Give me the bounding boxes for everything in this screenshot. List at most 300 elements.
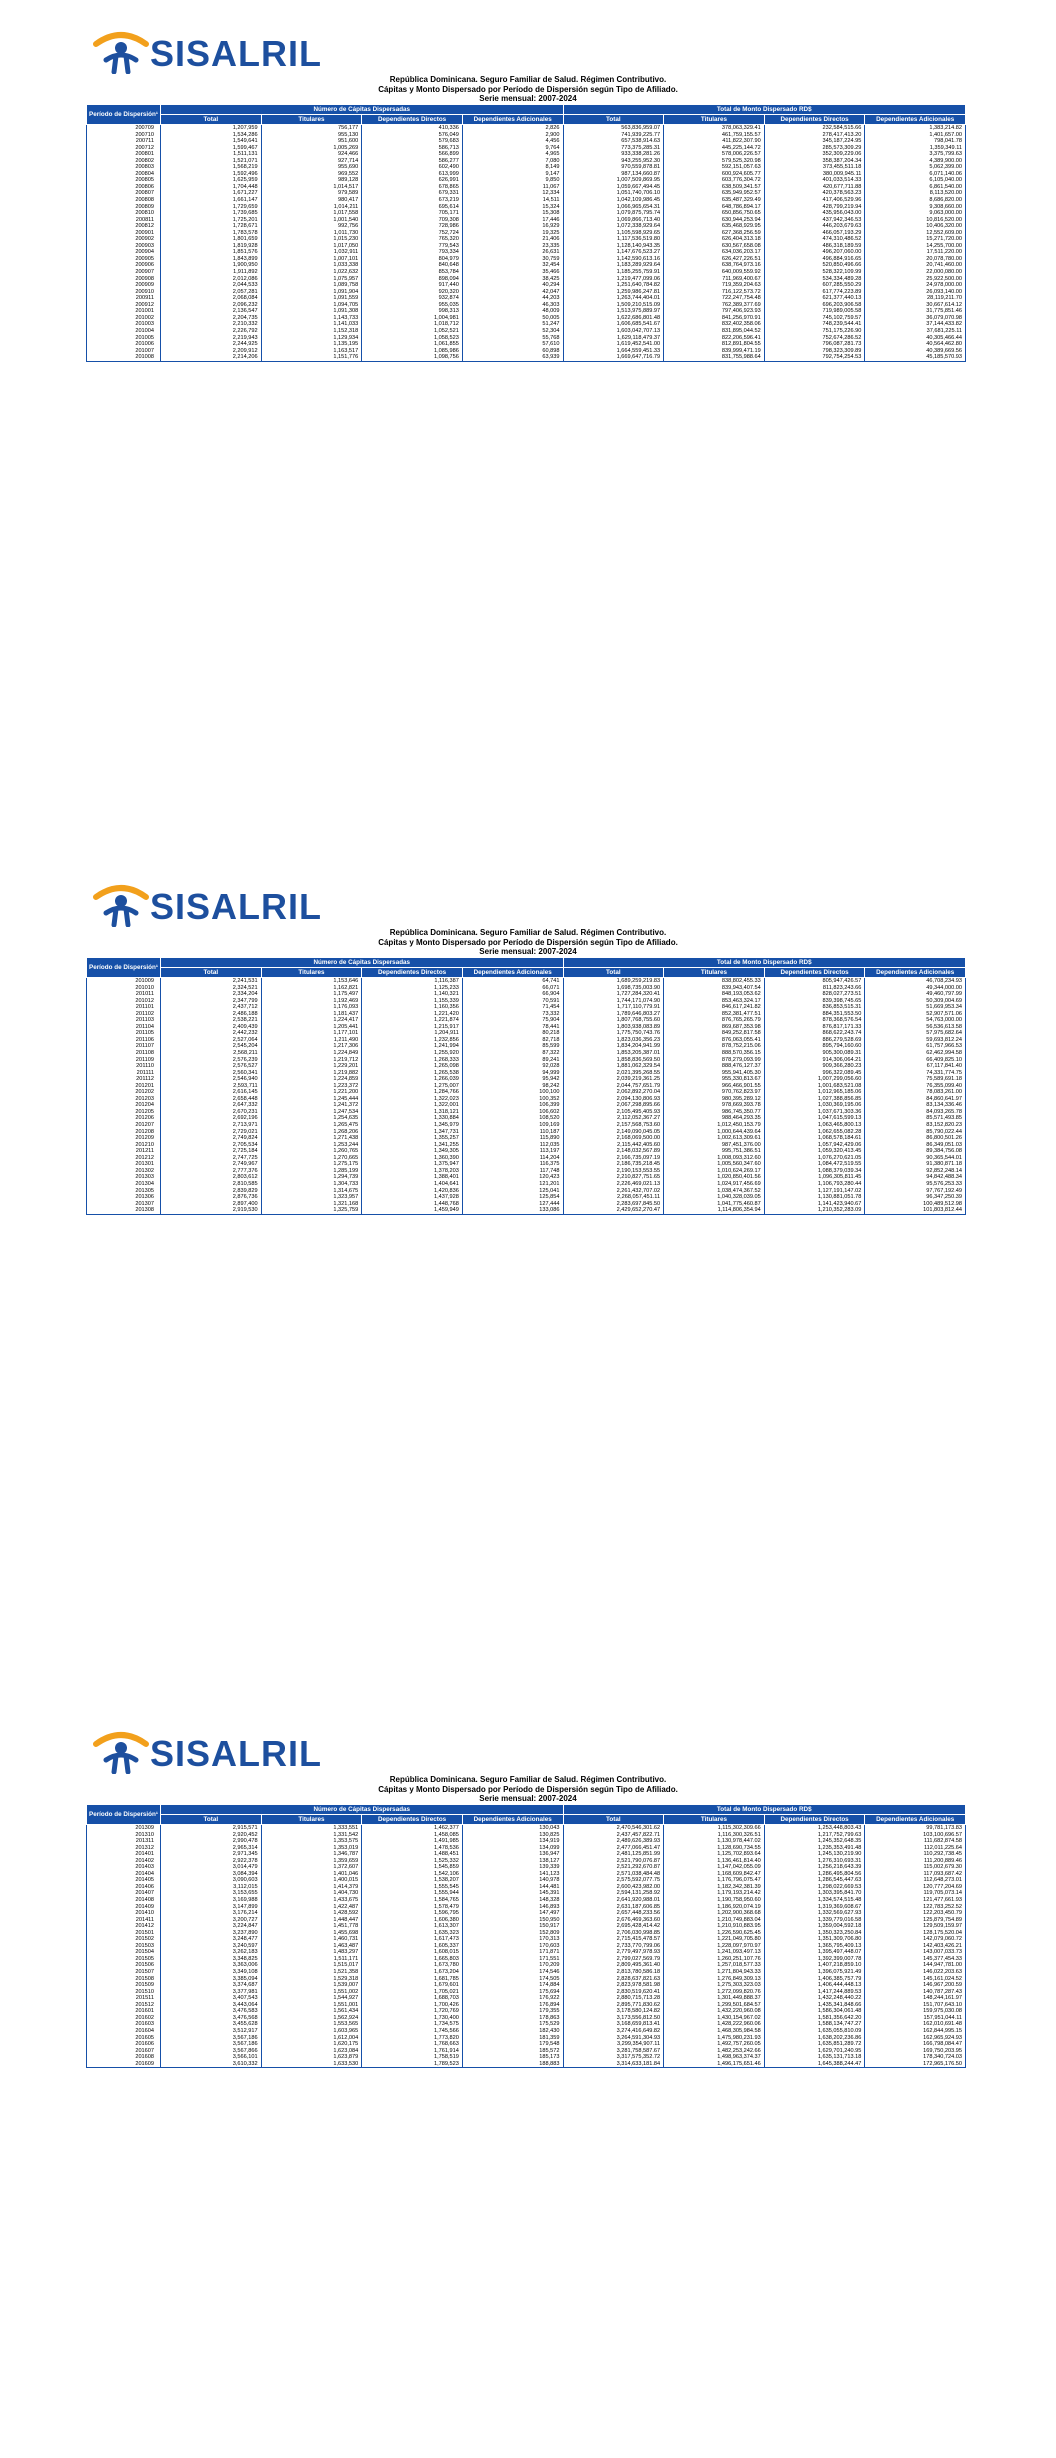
table-cell: 201407: [87, 1890, 161, 1897]
table-cell: 1,038,474,367.52: [664, 1188, 765, 1195]
table-cell: 110,187: [462, 1129, 563, 1136]
table-cell: 2,568,211: [161, 1050, 262, 1057]
table-cell: 1,229,201: [261, 1063, 362, 1070]
table-cell: 579,683: [362, 138, 463, 145]
table-cell: 1,744,171,074.90: [563, 998, 664, 1005]
table-cell: 1,088,379,039.34: [764, 1168, 865, 1175]
table-cell: 92,028: [462, 1063, 563, 1070]
table-cell: 15,271,720.00: [865, 236, 966, 243]
table-cell: 446,203,679.63: [764, 223, 865, 230]
table-cell: 1,401,657.00: [865, 132, 966, 139]
table-cell: 1,392,399,007.78: [764, 1956, 865, 1963]
table-cell: 201507: [87, 1969, 161, 1976]
table-cell: 1,761,914: [362, 2048, 463, 2055]
table-cell: 765,320: [362, 236, 463, 243]
table-cell: 120,423: [462, 1174, 563, 1181]
table-cell: 1,152,318: [261, 328, 362, 335]
table-cell: 201006: [87, 341, 161, 348]
table-cell: 2,647,332: [161, 1102, 262, 1109]
table-cell: 20,741,460.00: [865, 262, 966, 269]
table-cell: 87,322: [462, 1050, 563, 1057]
table-cell: 943,255,952.30: [563, 158, 664, 165]
table-cell: 94,842,488.34: [865, 1174, 966, 1181]
table-cell: 146,893: [462, 1904, 563, 1911]
table-cell: 30,667,614.12: [865, 302, 966, 309]
table-cell: 1,803,938,083.89: [563, 1024, 664, 1031]
table-cell: 1,775,750,743.76: [563, 1030, 664, 1037]
table-cell: 85,790,022.44: [865, 1129, 966, 1136]
table-cell: 1,339,779,016.58: [764, 1917, 865, 1924]
table-cell: 1,475,980,231.93: [664, 2035, 765, 2042]
table-cell: 2,576,527: [161, 1063, 262, 1070]
table-cell: 1,210,749,883.04: [664, 1917, 765, 1924]
table-cell: 1,661,147: [161, 197, 262, 204]
table-cell: 1,359,349.11: [865, 145, 966, 152]
table-cell: 2,695,428,414.42: [563, 1923, 664, 1930]
table-cell: 201409: [87, 1904, 161, 1911]
table-cell: 3,314,633,181.84: [563, 2061, 664, 2068]
table-cell: 2,186,735,218.45: [563, 1161, 664, 1168]
table-cell: 970,762,823.97: [664, 1089, 765, 1096]
table-cell: 1,294,739: [261, 1174, 362, 1181]
table-cell: 1,437,928: [362, 1194, 463, 1201]
table-cell: 201308: [87, 1207, 161, 1214]
table-cell: 762,389,377.69: [664, 302, 765, 309]
table-cell: 201110: [87, 1063, 161, 1070]
table-cell: 1,260,765: [261, 1148, 362, 1155]
table-cell: 1,555,944: [362, 1890, 463, 1897]
table-cell: 201008: [87, 354, 161, 361]
table-cell: 201607: [87, 2048, 161, 2055]
table-cell: 101,803,812.44: [865, 1207, 966, 1214]
table-cell: 85,571,493.85: [865, 1115, 966, 1122]
table-cell: 10,816,520.00: [865, 217, 966, 224]
table-cell: 1,404,641: [362, 1181, 463, 1188]
logo-text: SISALRIL: [150, 33, 323, 74]
table-cell: 201106: [87, 1037, 161, 1044]
table-cell: 1,353,575: [261, 1838, 362, 1845]
table-cell: 849,252,817.58: [664, 1030, 765, 1037]
table-cell: 373,455,511.18: [764, 164, 865, 171]
table-cell: 1,020,850,401.56: [664, 1174, 765, 1181]
table-cell: 142,403,426.21: [865, 1943, 966, 1950]
table-cell: 1,141,423,940.67: [764, 1201, 865, 1208]
table-cell: 1,881,062,329.54: [563, 1063, 664, 1070]
table-cell: 115,002,679.30: [865, 1864, 966, 1871]
table-cell: 201412: [87, 1923, 161, 1930]
table-cell: 15,308: [462, 210, 563, 217]
table-cell: 1,603,042,707.13: [563, 328, 664, 335]
table-cell: 1,739,685: [161, 210, 262, 217]
table-cell: 1,183,289,929.64: [563, 262, 664, 269]
table-cell: 125,854: [462, 1194, 563, 1201]
table-cell: 201601: [87, 2008, 161, 2015]
table-cell: 378,063,329.41: [664, 125, 765, 132]
table-cell: 917,440: [362, 282, 463, 289]
table-cell: 201101: [87, 1004, 161, 1011]
table-cell: 1,538,207: [362, 1877, 463, 1884]
table-cell: 3,374,687: [161, 1982, 262, 1989]
table-cell: 1,321,168: [261, 1201, 362, 1208]
table-cell: 1,498,963,374.37: [664, 2054, 765, 2061]
table-cell: 82,718: [462, 1037, 563, 1044]
table-cell: 201207: [87, 1122, 161, 1129]
table-cell: 100,489,512.98: [865, 1201, 966, 1208]
table-cell: 1,404,730: [261, 1890, 362, 1897]
table-cell: 2,521,790,076.87: [563, 1858, 664, 1865]
table-cell: 1,720,769: [362, 2008, 463, 2015]
logo-text: SISALRIL: [150, 1733, 323, 1774]
table-cell: 1,482,253,242.66: [664, 2048, 765, 2055]
table-cell: 1,491,985: [362, 1838, 463, 1845]
table-cell: 876,765,265.79: [664, 1017, 765, 1024]
table-cell: 200808: [87, 197, 161, 204]
table-cell: 1,334,574,515.48: [764, 1897, 865, 1904]
table-cell: 1,330,884: [362, 1115, 463, 1122]
table-cell: 20,078,780.00: [865, 256, 966, 263]
table-cell: 1,555,545: [362, 1884, 463, 1891]
table-cell: 75,589,691.18: [865, 1076, 966, 1083]
table-cell: 445,225,144.72: [664, 145, 765, 152]
table-cell: 1,635,055,810.09: [764, 2028, 865, 2035]
table-cell: 1,047,615,599.13: [764, 1115, 865, 1122]
table-cell: 2,012,086: [161, 276, 262, 283]
table-cell: 200804: [87, 171, 161, 178]
table-cell: 1,263,744,404.01: [563, 295, 664, 302]
table-cell: 1,513,975,889.97: [563, 308, 664, 315]
table-cell: 2,437,457,822.71: [563, 1832, 664, 1839]
table-cell: 1,638,202,236.86: [764, 2035, 865, 2042]
table-cell: 2,481,125,851.99: [563, 1851, 664, 1858]
table-cell: 2,437,712: [161, 1004, 262, 1011]
table-cell: 1,254,635: [261, 1115, 362, 1122]
table-cell: 1,542,106: [362, 1871, 463, 1878]
table-cell: 86,349,051.03: [865, 1142, 966, 1149]
table-cell: 162,010,691.48: [865, 2021, 966, 2028]
table-cell: 40,305,466.44: [865, 335, 966, 342]
table-cell: 1,463,487: [261, 1943, 362, 1950]
table-cell: 127,444: [462, 1201, 563, 1208]
table-cell: 1,007,299,056.60: [764, 1076, 865, 1083]
table-cell: 1,529,318: [261, 1976, 362, 1983]
table-cell: 2,136,547: [161, 308, 262, 315]
table-cell: 1,221,049,705.80: [664, 1936, 765, 1943]
table-cell: 1,114,806,354.94: [664, 1207, 765, 1214]
table-cell: 1,151,776: [261, 354, 362, 361]
table-row: [87, 978, 966, 985]
table-cell: 2,830,519,620.41: [563, 1989, 664, 1996]
table-cell: 12,334: [462, 190, 563, 197]
table-cell: 1,521,358: [261, 1969, 362, 1976]
table-cell: 2,149,090,045.05: [563, 1129, 664, 1136]
table-cell: 798,323,309.89: [764, 348, 865, 355]
col-header-dep-directos: Dependientes Directos: [764, 1815, 865, 1825]
table-cell: 59,693,812.24: [865, 1037, 966, 1044]
table-cell: 200810: [87, 210, 161, 217]
table-cell: 3,317,575,352.72: [563, 2054, 664, 2061]
table-cell: 1,346,787: [261, 1851, 362, 1858]
table-cell: 2,705,534: [161, 1142, 262, 1149]
table-cell: 428,799,219.94: [764, 204, 865, 211]
col-header-period: Período de Dispersión¹: [87, 1805, 161, 1825]
table-cell: 796,087,281.73: [764, 341, 865, 348]
sisalril-logo: [92, 30, 323, 74]
table-cell: 201301: [87, 1161, 161, 1168]
table-cell: 1,052,521: [362, 328, 463, 335]
table-cell: 435,956,043.00: [764, 210, 865, 217]
table-cell: 1,768,663: [362, 2041, 463, 2048]
table-cell: 955,330,813.67: [664, 1076, 765, 1083]
table-cell: 2,920,452: [161, 1832, 262, 1839]
table-cell: 1,284,766: [362, 1089, 463, 1096]
table-cell: 140,978: [462, 1877, 563, 1884]
table-cell: 3,224,847: [161, 1923, 262, 1930]
table-cell: 3,262,183: [161, 1949, 262, 1956]
col-header-dep-directos: Dependientes Directos: [362, 115, 463, 125]
table-cell: 1,117,536,519.80: [563, 236, 664, 243]
table-cell: 1,059,667,494.45: [563, 184, 664, 191]
table-cell: 848,193,053.62: [664, 991, 765, 998]
table-cell: 117,093,687.42: [865, 1871, 966, 1878]
table-cell: 1,596,795: [362, 1910, 463, 1917]
table-cell: 1,215,917: [362, 1024, 463, 1031]
table-cell: 1,430,154,967.02: [664, 2015, 765, 2022]
table-cell: 2,477,066,451.47: [563, 1845, 664, 1852]
table-cell: 3,348,825: [161, 1956, 262, 1963]
table-cell: 1,275,175: [261, 1161, 362, 1168]
table-cell: 696,203,906.58: [764, 302, 865, 309]
table-cell: 996,322,089.45: [764, 1070, 865, 1077]
table-cell: 1,365,795,409.13: [764, 1943, 865, 1950]
table-cell: 2,470,546,301.62: [563, 1825, 664, 1832]
table-cell: 886,279,528.69: [764, 1037, 865, 1044]
table-cell: 995,751,386.51: [664, 1148, 765, 1155]
table-cell: 1,130,881,051.78: [764, 1194, 865, 1201]
col-header-titulares: Titulares: [261, 115, 362, 125]
table-cell: 932,874: [362, 295, 463, 302]
table-cell: 1,625,959: [161, 177, 262, 184]
table-cell: 2,803,612: [161, 1174, 262, 1181]
table-cell: 411,822,307.90: [664, 138, 765, 145]
table-cell: 1,210,910,883.95: [664, 1923, 765, 1930]
table-cell: 201406: [87, 1884, 161, 1891]
table-cell: 3,385,094: [161, 1976, 262, 1983]
table-cell: 1,623,879: [261, 2054, 362, 2061]
table-cell: 1,221,420: [362, 1011, 463, 1018]
table-cell: 1,010,624,269.17: [664, 1168, 765, 1175]
table-cell: 121,201: [462, 1181, 563, 1188]
table-cell: 1,245,352,648.35: [764, 1838, 865, 1845]
table-row: [87, 1825, 966, 1832]
table-cell: 1,853,205,387.01: [563, 1050, 664, 1057]
table-cell: 46,708,234.93: [865, 978, 966, 985]
table-cell: 417,406,529.96: [764, 197, 865, 204]
table-cell: 1,304,733: [261, 1181, 362, 1188]
table-cell: 1,059,320,413.45: [764, 1148, 865, 1155]
sisalril-logo: [92, 1730, 323, 1774]
table-row: [87, 2061, 966, 2068]
table-cell: 1,257,018,577.33: [664, 1962, 765, 1969]
table-cell: 846,617,241.82: [664, 1004, 765, 1011]
table-cell: 1,185,255,759.91: [563, 269, 664, 276]
table-cell: 1,040,328,039.05: [664, 1194, 765, 1201]
table-cell: 673,219: [362, 197, 463, 204]
table-cell: 201109: [87, 1057, 161, 1064]
table-cell: 1,147,676,523.27: [563, 249, 664, 256]
table-cell: 1,679,601: [362, 1982, 463, 1989]
table-cell: 25,922,500.00: [865, 276, 966, 283]
table-cell: 1,017,558: [261, 210, 362, 217]
table-cell: 60,898: [462, 348, 563, 355]
table-cell: 91,380,871.18: [865, 1161, 966, 1168]
table-cell: 201001: [87, 308, 161, 315]
table-cell: 6,071,140.06: [865, 171, 966, 178]
table-cell: 1,319,369,608.67: [764, 1904, 865, 1911]
table-cell: 201007: [87, 348, 161, 355]
table-cell: 852,381,477.51: [664, 1011, 765, 1018]
table-cell: 201401: [87, 1851, 161, 1858]
table-cell: 2,715,415,478.57: [563, 1936, 664, 1943]
table-cell: 1,511,131: [161, 151, 262, 158]
table-cell: 878,752,215.06: [664, 1043, 765, 1050]
table-cell: 201011: [87, 991, 161, 998]
table-cell: 980,417: [261, 197, 362, 204]
table-cell: 201605: [87, 2035, 161, 2042]
table-cell: 1,069,866,713.40: [563, 217, 664, 224]
table-row: [87, 125, 966, 132]
table-cell: 1,322,001: [362, 1102, 463, 1109]
table-cell: 1,012,965,185.06: [764, 1089, 865, 1096]
table-cell: 1,318,121: [362, 1109, 463, 1116]
table-cell: 1,128,140,943.35: [563, 243, 664, 250]
table-cell: 159,975,030.08: [865, 2008, 966, 2015]
table-cell: 162,965,924.93: [865, 2035, 966, 2042]
data-table: [86, 1804, 966, 2068]
table-cell: 78,083,261.00: [865, 1089, 966, 1096]
table-cell: 278,417,413.20: [764, 132, 865, 139]
table-cell: 1,400,015: [261, 1877, 362, 1884]
table-cell: 2,965,314: [161, 1845, 262, 1852]
table-cell: 1,091,559: [261, 295, 362, 302]
table-cell: 741,939,225.77: [563, 132, 664, 139]
table-cell: 99,781,173.83: [865, 1825, 966, 1832]
table-cell: 1,758,519: [362, 2054, 463, 2061]
table-cell: 24,978,000.00: [865, 282, 966, 289]
table-cell: 2,810,585: [161, 1181, 262, 1188]
col-header-dep-adicionales: Dependientes Adicionales: [865, 115, 966, 125]
table-cell: 26,093,140.00: [865, 289, 966, 296]
table-cell: 1,192,469: [261, 998, 362, 1005]
table-cell: 970,559,878.81: [563, 164, 664, 171]
table-cell: 1,606,380: [362, 1917, 463, 1924]
table-cell: 1,007,101: [261, 256, 362, 263]
table-cell: 2,880,715,713.28: [563, 1995, 664, 2002]
table-cell: 1,141,033: [261, 321, 362, 328]
table-cell: 136,947: [462, 1851, 563, 1858]
table-cell: 920,320: [362, 289, 463, 296]
table-cell: 534,334,489.28: [764, 276, 865, 283]
group-header-monto: Total de Monto Dispersado RD$: [563, 958, 966, 968]
table-cell: 1,136,461,814.40: [664, 1858, 765, 1865]
table-cell: 49,344,000.00: [865, 985, 966, 992]
table-cell: 116,375: [462, 1161, 563, 1168]
table-cell: 201509: [87, 1982, 161, 1989]
table-cell: 804,979: [362, 256, 463, 263]
table-cell: 1,562,924: [261, 2015, 362, 2022]
table-cell: 1,266,039: [362, 1076, 463, 1083]
table-cell: 1,586,304,061.48: [764, 2008, 865, 2015]
table-cell: 3,014,479: [161, 1864, 262, 1871]
table-cell: 1,211,490: [261, 1037, 362, 1044]
table-cell: 201410: [87, 1910, 161, 1917]
table-cell: 2,839,829: [161, 1188, 262, 1195]
table-cell: 200903: [87, 243, 161, 250]
table-cell: 3,443,064: [161, 2002, 262, 2009]
table-cell: 1,223,372: [261, 1083, 362, 1090]
table-cell: 106,399: [462, 1102, 563, 1109]
table-cell: 2,210,332: [161, 321, 262, 328]
group-header-monto: Total de Monto Dispersado RD$: [563, 1805, 966, 1815]
table-cell: 878,368,576.54: [764, 1017, 865, 1024]
table-cell: 1,483,297: [261, 1949, 362, 1956]
table-cell: 3,349,108: [161, 1969, 262, 1976]
table-cell: 9,764: [462, 145, 563, 152]
table-cell: 1,331,542: [261, 1832, 362, 1839]
table-cell: 42,047: [462, 289, 563, 296]
table-cell: 96,347,250.39: [865, 1194, 966, 1201]
table-cell: 1,584,765: [362, 1897, 463, 1904]
table-cell: 1,911,892: [161, 269, 262, 276]
table-cell: 1,219,477,099.06: [563, 276, 664, 283]
table-cell: 83,134,336.46: [865, 1102, 966, 1109]
table-cell: 2,828,637,821.63: [563, 1976, 664, 1983]
table-cell: 1,007,509,869.95: [563, 177, 664, 184]
table-cell: 978,669,393.78: [664, 1102, 765, 1109]
table-cell: 3,455,628: [161, 2021, 262, 2028]
table-cell: 811,823,243.66: [764, 985, 865, 992]
table-cell: 1,458,085: [362, 1832, 463, 1839]
table-cell: 2,241,531: [161, 978, 262, 985]
table-cell: 1,205,441: [261, 1024, 362, 1031]
table-cell: 1,705,021: [362, 1989, 463, 1996]
table-cell: 2,823,978,581.98: [563, 1982, 664, 1989]
table-cell: 52,907,571.06: [865, 1011, 966, 1018]
table-cell: 1,042,109,986.45: [563, 197, 664, 204]
table-cell: 201306: [87, 1194, 161, 1201]
table-cell: 3,512,917: [161, 2028, 262, 2035]
table-cell: 1,024,917,456.69: [664, 1181, 765, 1188]
col-header-dep-adicionales: Dependientes Adicionales: [462, 1815, 563, 1825]
table-cell: 64,741: [462, 978, 563, 985]
table-row: [87, 1207, 966, 1214]
table-cell: 55,768: [462, 335, 563, 342]
table-cell: 752,674,286.52: [764, 335, 865, 342]
table-cell: 2,919,530: [161, 1207, 262, 1214]
table-cell: 128,175,520.04: [865, 1930, 966, 1937]
table-cell: 955,035: [362, 302, 463, 309]
table-cell: 1,349,305: [362, 1148, 463, 1155]
table-cell: 1,091,904: [261, 289, 362, 296]
table-cell: 1,105,598,929.65: [563, 230, 664, 237]
table-cell: 115,890: [462, 1135, 563, 1142]
col-header-total: Total: [161, 1815, 262, 1825]
table-cell: 352,309,229.06: [764, 151, 865, 158]
table-cell: 2,442,232: [161, 1030, 262, 1037]
table-cell: 89,384,756.08: [865, 1148, 966, 1155]
table-cell: 2,210,827,751.65: [563, 1174, 664, 1181]
table-cell: 1,210,352,283.09: [764, 1207, 865, 1214]
table-cell: 1,448,768: [362, 1201, 463, 1208]
